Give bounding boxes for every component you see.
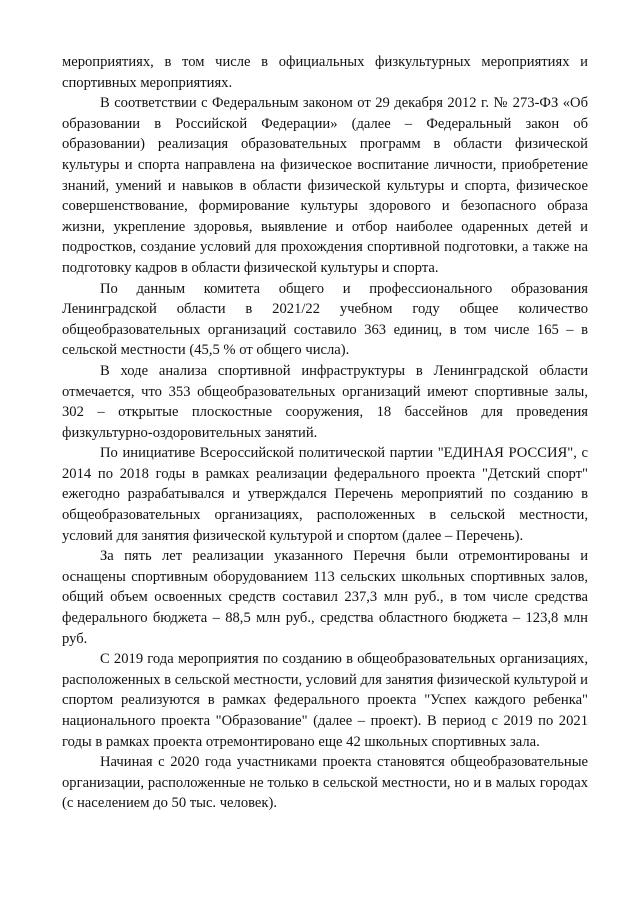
paragraph-since-2020: Начиная с 2020 года участниками проекта становятся общеобразовательные организации, расположенные не только в сельской местности, но и в малых городах (с населением до 50 тыс. человек). [62,754,588,812]
paragraph-committee-data: По данным комитета общего и профессионального образования Ленинградской области в 2021/22 учебном году общее количество общеобразовательных организаций составило 363 единиц, в том числе 165 – в сельской местности (45,5 % от общего числа). [62,280,588,359]
paragraph-five-years-results: За пять лет реализации указанного Перечня были отремонтированы и оснащены спортивным оборудованием 113 сельских школьных спортивных залов, общий объем освоенных средств составил 237,3 млн руб., в том числе средства федерального бюджета – 88,5 млн руб., средства областного бюджета – 123,8 млн руб. [62,548,588,647]
paragraph-party-initiative: По инициативе Всероссийской политической партии "ЕДИНАЯ РОССИЯ", с 2014 по 2018 годы в рамках реализации федерального проекта "Детский спорт" ежегодно разрабатывался и утверждался Перечень мероприятий по созданию в общеобразовательных организациях, расположенных в сельской местности, условий для занятия физической культурой и спортом (далее – Перечень). [62,445,588,544]
paragraph-sports-infrastructure: В ходе анализа спортивной инфраструктуры в Ленинградской области отмечается, что 353 общеобразовательных организаций имеют спортивные залы, 302 – открытые плоскостные сооружения, 18 бассейнов для проведения физкультурно-оздоровительных занятий. [62,362,588,441]
paragraph-since-2019: С 2019 года мероприятия по созданию в общеобразовательных организациях, расположенных в сельской местности, условий для занятия физической культурой и спортом реализуются в рамках федерального проекта "Успех каждого ребенка" национального проекта "Образование" (далее – проект). В период с 2019 по 2021 годы в рамках проекта отремонтировано еще 42 школьных спортивных зала. [62,651,588,750]
paragraph-federal-law: В соответствии с Федеральным законом от 29 декабря 2012 г. № 273-ФЗ «Об образовании в Российской Федерации» (далее – Федеральный закон об образовании) реализация образовательных программ в области физической культуры и спорта направлена на физическое воспитание личности, приобретение знаний, умений и навыков в области физической культуры и спорта, физическое совершенствование, формирование культуры здорового и безопасного образа жизни, укрепление здоровья, выявление и отбор наиболее одаренных детей и подростков, создание условий для прохождения спортивной подготовки, а также на подготовку кадров в области физической культуры и спорта. [62,95,588,276]
document-body [62,52,588,814]
paragraph-continuation: мероприятиях, в том числе в официальных физкультурных мероприятиях и спортивных мероприятиях. [62,54,588,91]
